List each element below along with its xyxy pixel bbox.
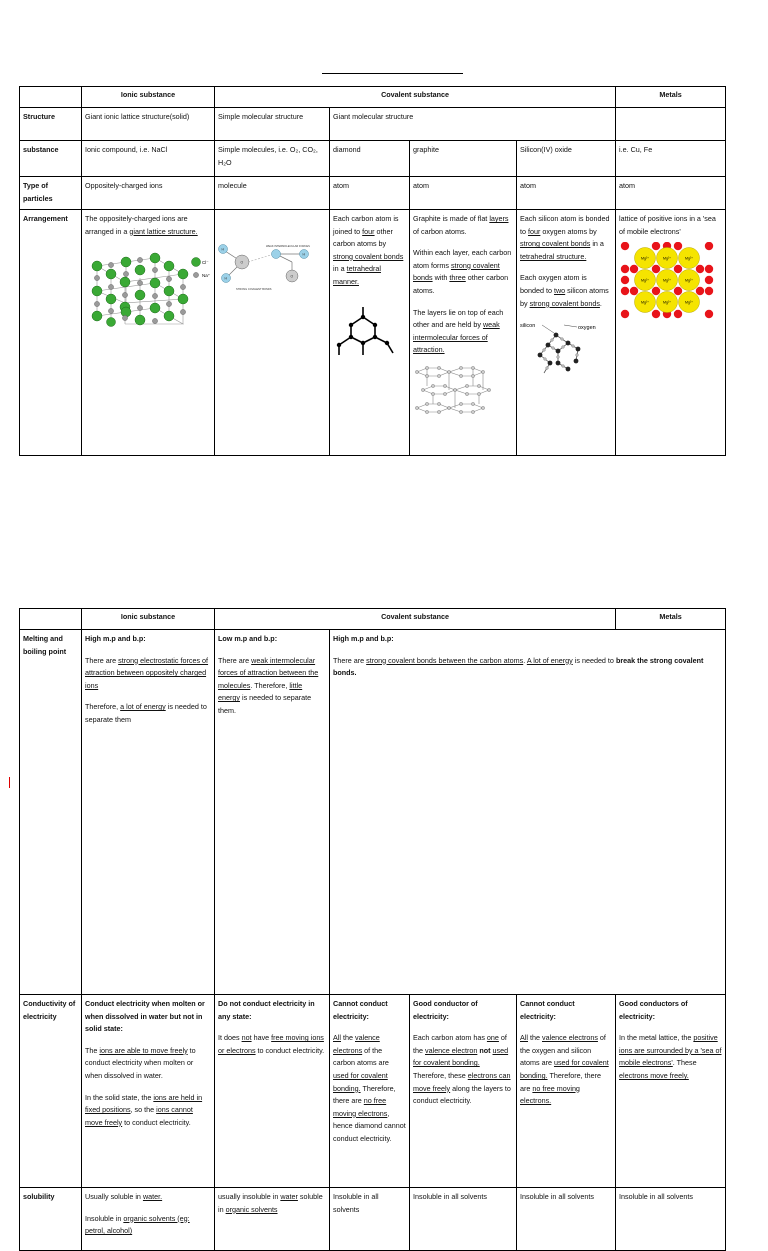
mg-ion-label: Mg²⁺ (640, 300, 650, 305)
cl-key-icon (192, 258, 201, 267)
arrangement-metals: lattice of positive ions in a 'sea of mobile electrons' Mg²⁺ Mg²⁺ Mg²⁺ Mg²⁺ Mg²⁺ Mg²⁺ Mg²⁺ Mg²⁺ Mg²⁺ (616, 210, 726, 456)
svg-text:STRONG COVALENT BONDS: STRONG COVALENT BONDS (236, 288, 272, 291)
electron-icon (652, 265, 660, 273)
solubility-diamond: Insoluble in all solvents (330, 1188, 410, 1251)
mg-ion-label: Mg²⁺ (684, 300, 694, 305)
arrangement-ionic: The oppositely-charged ions are arranged in a giant lattice structure. Cl⁻ Na⁺ (82, 210, 215, 456)
conductivity-metals: Good conductors of electricity: In the metal lattice, the positive ions are surrounded by a 'sea of mobile electrons'. These electrons move freely. (616, 995, 726, 1188)
solubility-graphite: Insoluble in all solvents (410, 1188, 517, 1251)
graphite-layers-figure (413, 366, 497, 418)
title-underline (322, 73, 463, 74)
arrangement-graphite: Graphite is made of flat layers of carbon atoms. Within each layer, each carbon atom forms strong covalent bonds with three other carbon atoms. The layers lie on top of each other and are held by weak intermolecular forces of attraction. (410, 210, 517, 456)
solubility-silicon: Insoluble in all solvents (517, 1188, 616, 1251)
structure-row (20, 108, 726, 141)
substance-silicon: Silicon(IV) oxide (517, 141, 616, 177)
substance-row (20, 141, 726, 177)
substance-metals: i.e. Cu, Fe (616, 141, 726, 177)
svg-text:H: H (302, 252, 305, 257)
conductivity-simple: Do not conduct electricity in any state: It does not have free moving ions or electrons to conduct electricity. (215, 995, 330, 1188)
row-label-structure: Structure (20, 108, 82, 141)
electron-icon (652, 242, 660, 250)
svg-text:Cl⁻: Cl⁻ (202, 260, 209, 266)
solubility-row (20, 1188, 726, 1251)
arrangement-diamond: Each carbon atom is joined to four other carbon atoms by strong covalent bonds in a tetrahedral manner. (330, 210, 410, 456)
particles-diamond: atom (330, 177, 410, 210)
structure-table (19, 86, 726, 456)
mg-ion-label: Mg²⁺ (684, 278, 694, 283)
arrangement-row (20, 210, 726, 456)
nacl-lattice-figure (85, 238, 210, 328)
electron-icon (630, 265, 638, 273)
melting-giant: High m.p and b.p: There are strong covalent bonds between the carbon atoms. A lot of energy is needed to break the strong covalent bonds. (330, 630, 726, 995)
row-label-arrangement: Arrangement (20, 210, 82, 456)
conductivity-silicon: Cannot conduct electricity: All the valence electrons of the oxygen and silicon atoms are used for covalent bonding. Therefore, there are no free moving electrons. (517, 995, 616, 1188)
structure-giant: Giant molecular structure (330, 108, 616, 141)
svg-text:silicon: silicon (520, 323, 536, 330)
electron-icon (705, 287, 713, 295)
structure-simple: Simple molecular structure (215, 108, 330, 141)
svg-text:oxygen: oxygen (578, 325, 596, 332)
mg-ion-label: Mg²⁺ (640, 256, 650, 261)
electron-icon (652, 287, 660, 295)
electron-icon (705, 265, 713, 273)
electron-icon (621, 242, 629, 250)
row-label-melting: Melting and boiling point (20, 630, 82, 995)
svg-text:H: H (221, 247, 224, 252)
row-label-particles: Type of particles (20, 177, 82, 210)
corner-cell-2 (20, 609, 82, 630)
svg-text:H: H (224, 276, 227, 281)
solubility-simple: usually insoluble in water soluble in organic solvents (215, 1188, 330, 1251)
electron-icon (652, 310, 660, 318)
row-label-conductivity: Conductivity of electricity (20, 995, 82, 1188)
electron-icon (621, 276, 629, 284)
structure-ionic: Giant ionic lattice structure(solid) (82, 108, 215, 141)
electron-icon (630, 287, 638, 295)
melting-simple: Low m.p and b.p: There are weak intermolecular forces of attraction between the molecules. Therefore, little energy is needed to separate them. (215, 630, 330, 995)
substance-graphite: graphite (410, 141, 517, 177)
conductivity-graphite: Good conductor of electricity: Each carbon atom has one of the valence electron not used for covalent bonding. Therefore, these electrons can move freely along the layers to conduct electricity. (410, 995, 517, 1188)
red-cursor-mark (9, 777, 10, 788)
electron-icon (674, 310, 682, 318)
simple-molecule-figure (218, 242, 330, 294)
header-ionic-2: Ionic substance (82, 609, 215, 630)
mg-ion-label: Mg²⁺ (662, 278, 672, 283)
structure-metals (616, 108, 726, 141)
particles-simple: molecule (215, 177, 330, 210)
arrangement-silicon: Each silicon atom is bonded to four oxygen atoms by strong covalent bonds in a tetrahedral structure. Each oxygen atom is bonded to two silicon atoms by strong covalent bonds. silicon oxygen (517, 210, 616, 456)
particles-silicon: atom (517, 177, 616, 210)
electron-icon (705, 242, 713, 250)
electron-icon (705, 310, 713, 318)
electron-icon (705, 276, 713, 284)
row-label-solubility: solubility (20, 1188, 82, 1251)
electron-icon (621, 265, 629, 273)
svg-text:O: O (240, 260, 244, 265)
header-metals-2: Metals (616, 609, 726, 630)
properties-table (19, 608, 726, 1251)
header-covalent: Covalent substance (215, 87, 616, 108)
mg-ion-label: Mg²⁺ (640, 278, 650, 283)
corner-cell (20, 87, 82, 108)
solubility-metals: Insoluble in all solvents (616, 1188, 726, 1251)
svg-text:Na⁺: Na⁺ (202, 273, 210, 279)
particles-graphite: atom (410, 177, 517, 210)
mg-ion-label: Mg²⁺ (662, 256, 672, 261)
svg-text:WEAK INTERMOLECULAR FORCES: WEAK INTERMOLECULAR FORCES (266, 245, 310, 248)
row-label-substance: substance (20, 141, 82, 177)
substance-simple: Simple molecules, i.e. O₂, CO₂, H₂O (215, 141, 330, 177)
particles-row (20, 177, 726, 210)
arrangement-simple (215, 210, 330, 456)
melting-row (20, 630, 726, 995)
electron-icon (621, 287, 629, 295)
svg-text:O: O (290, 274, 294, 279)
na-key-icon (193, 273, 198, 278)
conductivity-ionic: Conduct electricity when molten or when dissolved in water but not in solid state: The ions are able to move freely to conduct electricity when molten or when dissolved in water. In the solid state, the ions are held in fixed positions, so the ions cannot move freely to conduct electricity. (82, 995, 215, 1188)
substance-diamond: diamond (330, 141, 410, 177)
electron-icon (674, 265, 682, 273)
electron-icon (674, 242, 682, 250)
header-metals: Metals (616, 87, 726, 108)
header-row-2 (20, 609, 726, 630)
electron-icon (696, 287, 704, 295)
conductivity-row (20, 995, 726, 1188)
particles-metals: atom (616, 177, 726, 210)
header-row (20, 87, 726, 108)
header-ionic: Ionic substance (82, 87, 215, 108)
mg-ion-label: Mg²⁺ (662, 300, 672, 305)
mg-ion-label: Mg²⁺ (684, 256, 694, 261)
electron-icon (696, 265, 704, 273)
conductivity-diamond: Cannot conduct electricity: All the valence electrons of the carbon atoms are used for covalent bonding. Therefore, there are no free moving electrons, hence diamond cannot conduct electricity. (330, 995, 410, 1188)
diamond-structure-figure (333, 303, 397, 359)
substance-ionic: Ionic compound, i.e. NaCl (82, 141, 215, 177)
particles-ionic: Oppositely-charged ions (82, 177, 215, 210)
header-covalent-2: Covalent substance (215, 609, 616, 630)
melting-ionic: High m.p and b.p: There are strong electrostatic forces of attraction between oppositely charged ions Therefore, a lot of energy is needed to separate them (82, 630, 215, 995)
solubility-ionic: Usually soluble in water. Insoluble in organic solvents (eg: petrol, alcohol) (82, 1188, 215, 1251)
electron-icon (674, 287, 682, 295)
electron-icon (621, 310, 629, 318)
metallic-lattice-figure (619, 242, 715, 322)
silicon-oxide-figure (520, 319, 612, 377)
